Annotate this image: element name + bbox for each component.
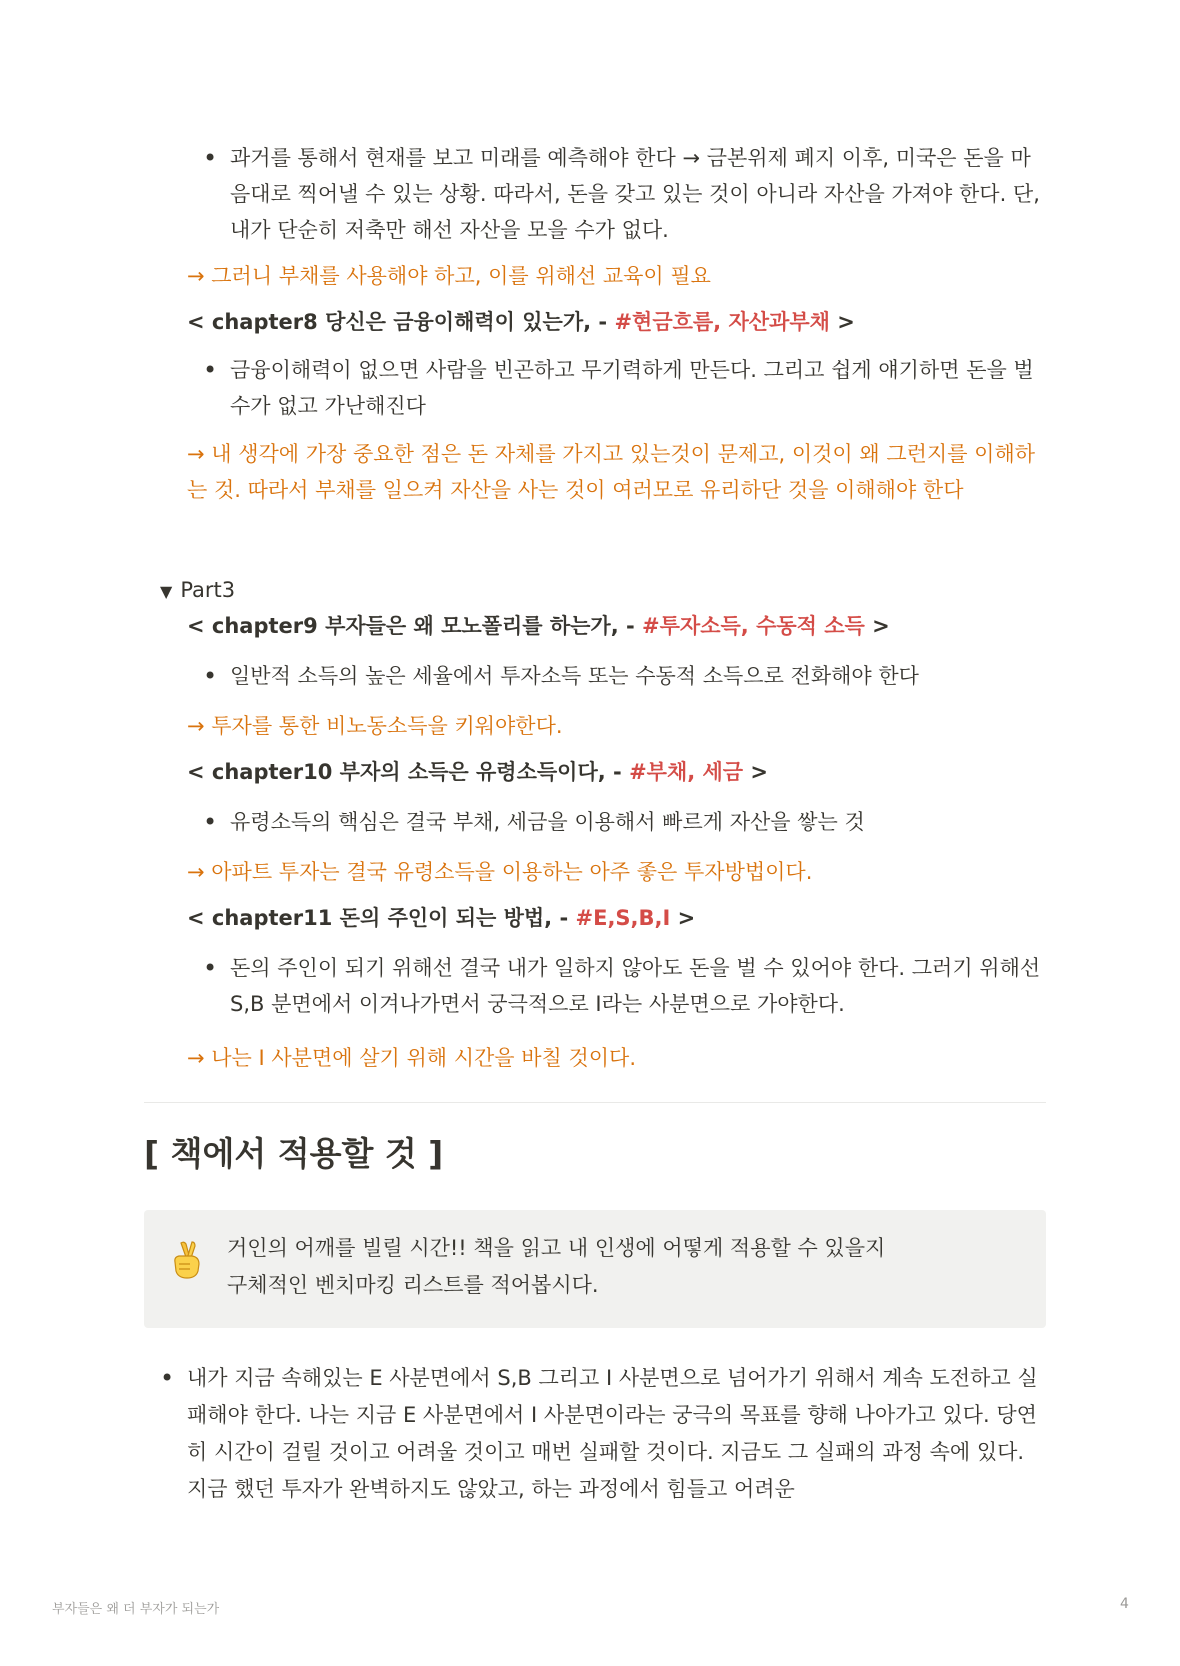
toggle-label: Part3 [180, 578, 236, 602]
chapter-tag: #투자소득, 수동적 소득 [642, 614, 865, 638]
bullet-dot: • [203, 144, 218, 172]
chapter-heading-9 [187, 610, 1047, 642]
chapter-title: < chapter9 부자들은 왜 모노폴리를 하는가, - [187, 614, 643, 638]
chapter-close: > [670, 906, 696, 930]
list-item-text: 유령소득의 핵심은 결국 부채, 세금을 이용해서 빠르게 자산을 쌓는 것 [230, 810, 865, 834]
callout-box [144, 1210, 1046, 1328]
chapter-title: < chapter11 돈의 주인이 되는 방법, - [187, 906, 576, 930]
list-item-text: 돈의 주인이 되기 위해선 결국 내가 일하지 않아도 돈을 벌 수 있어야 한다. 그러기 위해선 S,B 분면에서 이겨나가면서 궁극적으로 I라는 사분면으로 가야한다. [230, 956, 1041, 1016]
note-text: → 그러니 부채를 사용해야 하고, 이를 위해선 교육이 필요 [187, 264, 711, 288]
section-heading: [ 책에서 적용할 것 ] [144, 1134, 444, 1173]
note-text: → 아파트 투자는 결국 유령소득을 이용하는 아주 좋은 투자방법이다. [187, 860, 813, 884]
bullet-dot: • [160, 1364, 175, 1392]
note-text: → 내 생각에 가장 중요한 점은 돈 자체를 가지고 있는것이 문제고, 이것이 왜 그런지를 이해하는 것. 따라서 부채를 일으켜 자산을 사는 것이 여러모로 유리하단 것을 이해해야 한다 [187, 442, 1036, 502]
bullet-dot: • [203, 808, 218, 836]
chapter-title: < chapter8 당신은 금융이해력이 있는가, - [187, 310, 615, 334]
toggle-part3[interactable] [160, 574, 235, 608]
note-text: → 투자를 통한 비노동소득을 키워야한다. [187, 714, 563, 738]
list-item [203, 352, 1050, 424]
callout-text [227, 1230, 1027, 1304]
callout-line: 구체적인 벤치마킹 리스트를 적어봅시다. [227, 1273, 599, 1297]
chapter-heading-11 [187, 902, 1047, 934]
chapter-title: < chapter10 부자의 소득은 유령소득이다, - [187, 760, 630, 784]
page-number: 4 [1120, 1596, 1129, 1612]
list-item-text: 과거를 통해서 현재를 보고 미래를 예측해야 한다 → 금본위제 폐지 이후, 미국은 돈을 마음대로 찍어낼 수 있는 상황. 따라서, 돈을 갖고 있는 것이 아니라 자산을 가져야 한다. 단, 내가 단순히 저축만 해선 자산을 모을 수가 없다. [230, 146, 1040, 242]
note-text: → 나는 I 사분면에 살기 위해 시간을 바칠 것이다. [187, 1046, 637, 1070]
list-item-text: 내가 지금 속해있는 E 사분면에서 S,B 그리고 I 사분면으로 넘어가기 위해서 계속 도전하고 실패해야 한다. 나는 지금 E 사분면에서 I 사분면이라는 궁극의 목표를 향해 나아가고 있다. 당연히 시간이 걸릴 것이고 어려울 것이고 매번 실패할 것이다. 지금도 그 실패의 과정 속에 있다. 지금 했던 투자가 완벽하지도 않았고, 하는 과정에서 힘들고 어려운 [187, 1366, 1038, 1501]
list-item [160, 1360, 1047, 1508]
chapter-close: > [829, 310, 855, 334]
chapter-heading-8 [187, 306, 1047, 338]
chapter-close: > [864, 614, 890, 638]
chapter-tag: #현금흐름, 자산과부채 [614, 310, 830, 334]
bullet-dot: • [203, 662, 218, 690]
list-item [203, 804, 1050, 840]
chapter-tag: #E,S,B,I [575, 906, 671, 930]
toggle-triangle-icon[interactable]: ▼ [160, 582, 173, 601]
list-item [203, 950, 1050, 1022]
footer-title: 부자들은 왜 더 부자가 되는가 [52, 1602, 220, 1617]
bullet-dot: • [203, 356, 218, 384]
list-item-text: 금융이해력이 없으면 사람을 빈곤하고 무기력하게 만든다. 그리고 쉽게 얘기하면 돈을 벌 수가 없고 가난해진다 [230, 358, 1034, 418]
divider [144, 1102, 1046, 1103]
chapter-close: > [743, 760, 769, 784]
list-item [203, 140, 1050, 248]
list-item-text: 일반적 소득의 높은 세율에서 투자소득 또는 수동적 소득으로 전화해야 한다 [230, 664, 919, 688]
chapter-heading-10 [187, 756, 1047, 788]
list-item [203, 658, 1050, 694]
chapter-tag: #부채, 세금 [629, 760, 744, 784]
crossed-fingers-icon [170, 1240, 204, 1280]
bullet-dot: • [203, 954, 218, 982]
callout-line: 거인의 어깨를 빌릴 시간!! 책을 읽고 내 인생에 어떻게 적용할 수 있을지 [227, 1236, 886, 1260]
